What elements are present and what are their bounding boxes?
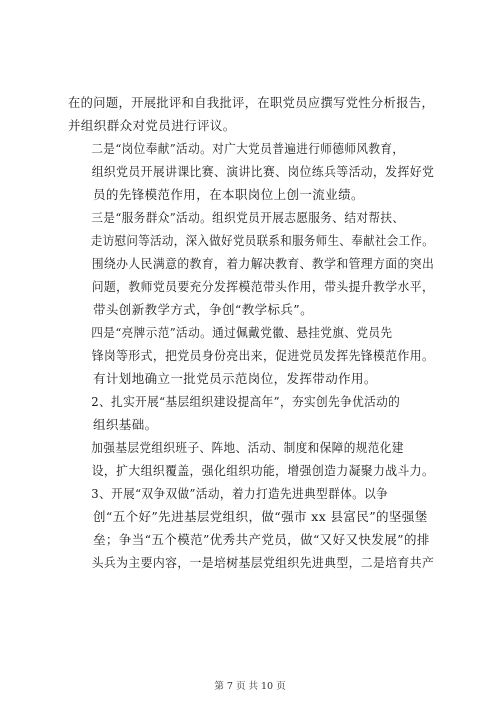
text-line: 走访慰问等活动，深入做好党员联系和服务师生、奉献社会工作。 (90, 233, 435, 248)
text-line: 二是“岗位奉献”活动。对广大党员普遍进行师德师风教育， (91, 141, 405, 156)
document-body (68, 91, 434, 574)
page-footer: 第 7 页 共 10 页 (214, 681, 286, 692)
text-line: 锋岗等形式，把党员身份亮出来，促进党员发挥先锋模范作用。 (91, 348, 435, 363)
text-line: 有计划地确立一批党员示范岗位，发挥带动作用。 (93, 371, 377, 386)
text-line: 在的问题，开展批评和自我批评，在职党员应撰写党性分析报告， (68, 95, 435, 110)
text-line: 头兵为主要内容，一是培树基层党组织先进典型，二是培育共产 (91, 555, 435, 570)
text-line: 并组织群众对党员进行评议。 (68, 118, 236, 133)
text-line: 组织基础。 (93, 417, 158, 432)
paragraph (68, 91, 434, 137)
paragraph (68, 206, 434, 321)
text-line: 员的先锋模范作用，在本职岗位上创一流业绩。 (93, 187, 364, 202)
paragraph (68, 137, 434, 206)
text-line: 四是“亮牌示范”活动。通过佩戴党徽、悬挂党旗、党员先 (91, 325, 393, 340)
text-line: 带头创新教学方式，争创“教学标兵”。 (93, 302, 313, 317)
text-line: 组织党员开展讲课比赛、演讲比赛、岗位练兵等活动，发挥好党 (91, 164, 435, 179)
text-line: 围绕办人民满意的教育，着力解决教育、教学和管理方面的突出 (91, 256, 435, 271)
paragraph (68, 390, 434, 436)
text-line: 2、扎实开展“基层组织建设提高年”，夯实创先争优活动的 (91, 394, 401, 409)
text-line: 3、开展“双争双做”活动，着力打造先进典型群体。以争 (91, 486, 389, 501)
text-line: 问题，教师党员要充分发挥模范带头作用，带头提升教学水平， (91, 279, 435, 294)
text-line: 三是“服务群众”活动。组织党员开展志愿服务、结对帮扶、 (91, 210, 405, 225)
text-line: 垒；争当“五个模范”优秀共产党员，做“又好又快发展”的排 (93, 532, 430, 547)
text-line: 加强基层党组织班子、阵地、活动、制度和保障的规范化建 (91, 440, 404, 455)
paragraph (68, 482, 434, 574)
text-line: 创“五个好”先进基层党组织，做“强市 xx 县富民”的坚强堡 (93, 509, 428, 524)
text-line: 设，扩大组织覆盖，强化组织功能，增强创造力凝聚力战斗力。 (91, 463, 435, 478)
paragraph (68, 436, 434, 482)
paragraph (68, 321, 434, 390)
